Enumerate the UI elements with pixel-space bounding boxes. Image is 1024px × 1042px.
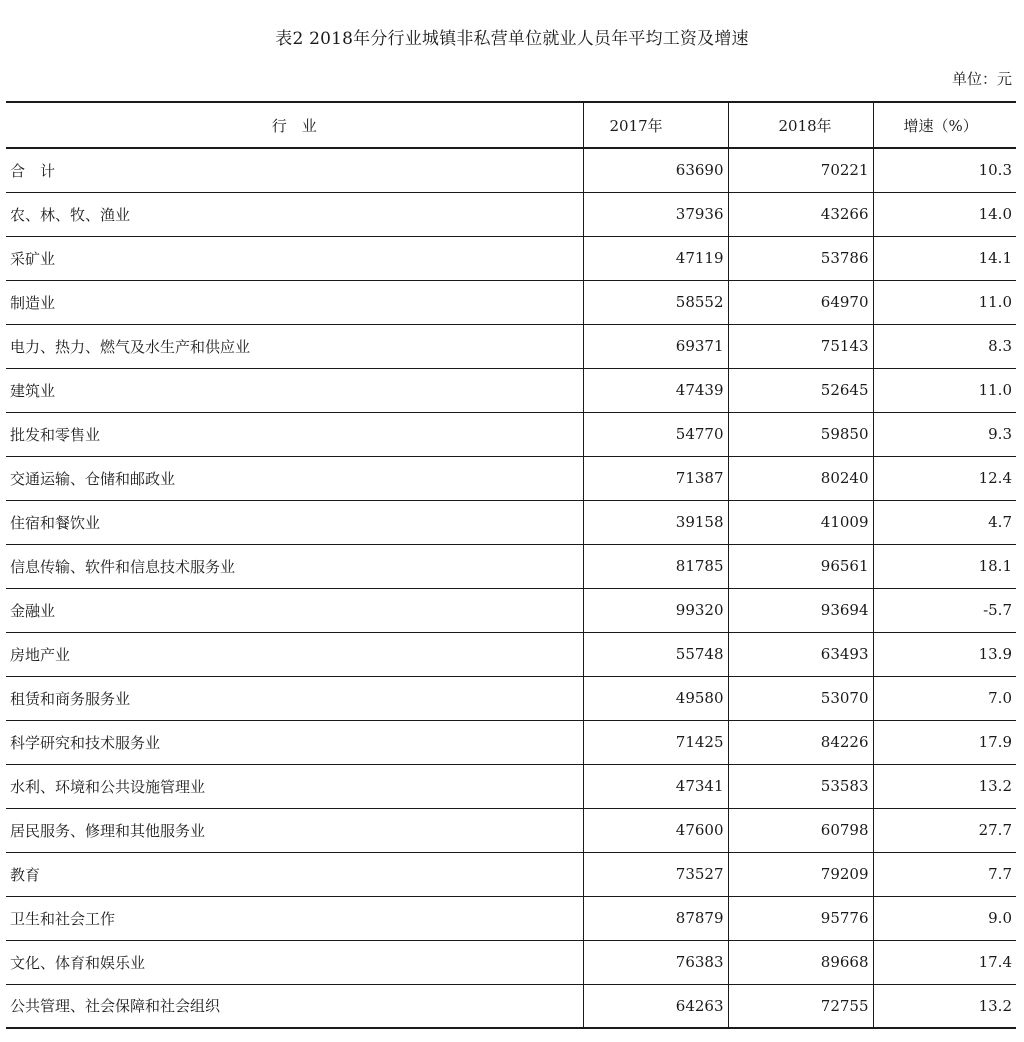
- growth-cell: 17.9: [873, 720, 1016, 764]
- growth-cell: 11.0: [873, 368, 1016, 412]
- table-row: [6, 632, 1016, 676]
- value-2018-cell: 53786: [728, 236, 873, 280]
- value-2017-cell: 71387: [583, 456, 728, 500]
- table-row: [6, 984, 1016, 1028]
- growth-cell: 9.3: [873, 412, 1016, 456]
- value-2018-cell: 53583: [728, 764, 873, 808]
- wage-table: [6, 101, 1016, 1029]
- industry-cell: 文化、体育和娱乐业: [6, 940, 583, 984]
- table-row: [6, 588, 1016, 632]
- header-growth: 增速（%）: [873, 102, 1016, 148]
- table-row: [6, 808, 1016, 852]
- value-2018-cell: 41009: [728, 500, 873, 544]
- growth-cell: 17.4: [873, 940, 1016, 984]
- value-2017-cell: 69371: [583, 324, 728, 368]
- value-2018-cell: 70221: [728, 148, 873, 192]
- value-2018-cell: 96561: [728, 544, 873, 588]
- value-2018-cell: 95776: [728, 896, 873, 940]
- table-row: [6, 852, 1016, 896]
- header-industry: 行 业: [6, 102, 583, 148]
- growth-cell: 7.7: [873, 852, 1016, 896]
- value-2018-cell: 43266: [728, 192, 873, 236]
- growth-cell: 4.7: [873, 500, 1016, 544]
- table-body: [6, 148, 1016, 1028]
- value-2017-cell: 47119: [583, 236, 728, 280]
- table-row: [6, 764, 1016, 808]
- industry-cell: 科学研究和技术服务业: [6, 720, 583, 764]
- industry-cell: 租赁和商务服务业: [6, 676, 583, 720]
- growth-cell: 11.0: [873, 280, 1016, 324]
- industry-cell: 电力、热力、燃气及水生产和供应业: [6, 324, 583, 368]
- value-2017-cell: 39158: [583, 500, 728, 544]
- value-2017-cell: 87879: [583, 896, 728, 940]
- industry-cell: 公共管理、社会保障和社会组织: [6, 984, 583, 1028]
- value-2018-cell: 53070: [728, 676, 873, 720]
- industry-cell: 制造业: [6, 280, 583, 324]
- industry-cell: 建筑业: [6, 368, 583, 412]
- growth-cell: 13.9: [873, 632, 1016, 676]
- value-2018-cell: 64970: [728, 280, 873, 324]
- value-2017-cell: 81785: [583, 544, 728, 588]
- growth-cell: 10.3: [873, 148, 1016, 192]
- value-2017-cell: 49580: [583, 676, 728, 720]
- industry-cell: 教育: [6, 852, 583, 896]
- table-header-row: [6, 102, 1016, 148]
- value-2018-cell: 80240: [728, 456, 873, 500]
- value-2018-cell: 60798: [728, 808, 873, 852]
- table-row: [6, 676, 1016, 720]
- value-2017-cell: 54770: [583, 412, 728, 456]
- value-2017-cell: 47341: [583, 764, 728, 808]
- industry-cell: 合 计: [6, 148, 583, 192]
- industry-cell: 农、林、牧、渔业: [6, 192, 583, 236]
- industry-cell: 水利、环境和公共设施管理业: [6, 764, 583, 808]
- growth-cell: 13.2: [873, 984, 1016, 1028]
- table-row: [6, 368, 1016, 412]
- table-row: [6, 720, 1016, 764]
- value-2018-cell: 89668: [728, 940, 873, 984]
- value-2017-cell: 47439: [583, 368, 728, 412]
- value-2017-cell: 55748: [583, 632, 728, 676]
- industry-cell: 金融业: [6, 588, 583, 632]
- value-2017-cell: 76383: [583, 940, 728, 984]
- value-2017-cell: 63690: [583, 148, 728, 192]
- value-2018-cell: 93694: [728, 588, 873, 632]
- table-row: [6, 500, 1016, 544]
- value-2018-cell: 75143: [728, 324, 873, 368]
- growth-cell: 14.1: [873, 236, 1016, 280]
- value-2018-cell: 84226: [728, 720, 873, 764]
- table-row: [6, 236, 1016, 280]
- growth-cell: 13.2: [873, 764, 1016, 808]
- table-row: [6, 456, 1016, 500]
- header-2017: 2017年: [583, 102, 728, 148]
- value-2017-cell: 99320: [583, 588, 728, 632]
- table-row: [6, 148, 1016, 192]
- table-row: [6, 940, 1016, 984]
- industry-cell: 住宿和餐饮业: [6, 500, 583, 544]
- value-2018-cell: 59850: [728, 412, 873, 456]
- value-2018-cell: 79209: [728, 852, 873, 896]
- value-2017-cell: 47600: [583, 808, 728, 852]
- value-2017-cell: 71425: [583, 720, 728, 764]
- table-row: [6, 192, 1016, 236]
- industry-cell: 信息传输、软件和信息技术服务业: [6, 544, 583, 588]
- growth-cell: -5.7: [873, 588, 1016, 632]
- industry-cell: 卫生和社会工作: [6, 896, 583, 940]
- table-row: [6, 324, 1016, 368]
- industry-cell: 居民服务、修理和其他服务业: [6, 808, 583, 852]
- growth-cell: 9.0: [873, 896, 1016, 940]
- table-row: [6, 544, 1016, 588]
- growth-cell: 12.4: [873, 456, 1016, 500]
- industry-cell: 交通运输、仓储和邮政业: [6, 456, 583, 500]
- header-2018: 2018年: [728, 102, 873, 148]
- value-2018-cell: 72755: [728, 984, 873, 1028]
- table-row: [6, 896, 1016, 940]
- growth-cell: 7.0: [873, 676, 1016, 720]
- industry-cell: 采矿业: [6, 236, 583, 280]
- value-2017-cell: 37936: [583, 192, 728, 236]
- value-2017-cell: 73527: [583, 852, 728, 896]
- table-title: 表2 2018年分行业城镇非私营单位就业人员年平均工资及增速: [275, 29, 749, 49]
- growth-cell: 14.0: [873, 192, 1016, 236]
- growth-cell: 8.3: [873, 324, 1016, 368]
- industry-cell: 批发和零售业: [6, 412, 583, 456]
- unit-label: 单位：元: [951, 70, 1012, 88]
- value-2017-cell: 58552: [583, 280, 728, 324]
- table-row: [6, 280, 1016, 324]
- value-2017-cell: 64263: [583, 984, 728, 1028]
- growth-cell: 27.7: [873, 808, 1016, 852]
- growth-cell: 18.1: [873, 544, 1016, 588]
- table-row: [6, 412, 1016, 456]
- value-2018-cell: 52645: [728, 368, 873, 412]
- value-2018-cell: 63493: [728, 632, 873, 676]
- industry-cell: 房地产业: [6, 632, 583, 676]
